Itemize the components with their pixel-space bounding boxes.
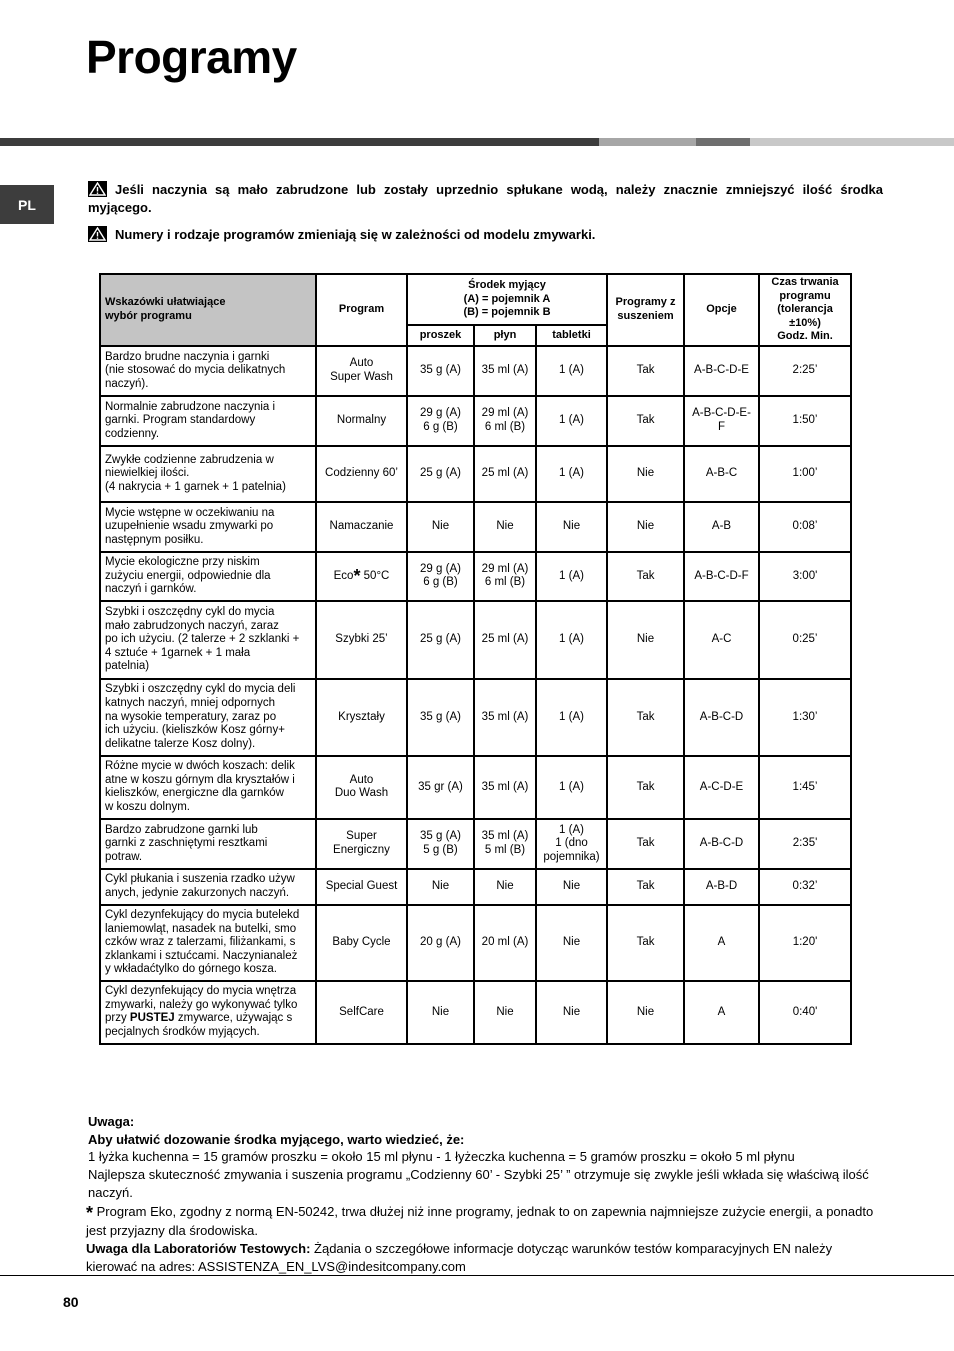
note-dosing-heading: Aby ułatwić dozowanie środka myjącego, warto wiedzieć, że:: [88, 1132, 465, 1147]
row-time: 1:50’: [759, 396, 851, 446]
row-tablets: 1 (A): [536, 679, 607, 756]
row-program: Codzienny 60’: [316, 446, 407, 502]
row-powder: Nie: [407, 869, 474, 905]
warning-1: [88, 181, 883, 217]
row-description: Różne mycie w dwóch koszach: delik atne w koszu górnym dla kryształów i kieliszków, energiczne dla garnków w koszu dolnym.: [100, 756, 316, 819]
row-drying: Tak: [607, 346, 684, 396]
row-options: A-B-C: [684, 446, 759, 502]
row-powder: 35 g (A): [407, 346, 474, 396]
table-row: [100, 679, 851, 756]
row-options: A-C: [684, 601, 759, 679]
row-drying: Nie: [607, 502, 684, 552]
row-liquid: Nie: [474, 869, 536, 905]
row-time: 3:00': [759, 552, 851, 601]
row-liquid: 25 ml (A): [474, 601, 536, 679]
row-tablets: 1 (A): [536, 756, 607, 819]
language-tab: PL: [0, 185, 54, 224]
row-description: Mycie ekologiczne przy niskim zużyciu energii, odpowiednie dla naczyń i garnków.: [100, 552, 316, 601]
note-spoon-conversion: 1 łyżka kuchenna = 15 gramów proszku = około 15 ml płynu - 1 łyżeczka kuchenna = 5 gramów proszku = około 5 ml płynu: [88, 1149, 795, 1164]
row-options: A-B-C-D: [684, 819, 759, 869]
table-row: [100, 905, 851, 981]
row-powder: 29 g (A) 6 g (B): [407, 552, 474, 601]
header-duration: Czas trwania programu (tolerancja ±10%) Godz. Min.: [759, 274, 851, 346]
row-time: 1:20': [759, 905, 851, 981]
header-program: Program: [316, 274, 407, 346]
table-row: [100, 346, 851, 396]
row-powder: 29 g (A) 6 g (B): [407, 396, 474, 446]
row-description: Bardzo brudne naczynia i garnki (nie stosować do mycia delikatnych naczyń).: [100, 346, 316, 396]
row-description: Szybki i oszczędny cykl do mycia deli katnych naczyń, mniej odpornych na wysokie temperatury, zaraz po ich użyciu. (kieliszków Kosz górny+ delikatne talerze Kosz dolny).: [100, 679, 316, 756]
row-liquid: 35 ml (A): [474, 756, 536, 819]
row-options: A-B-C-D-E: [684, 346, 759, 396]
row-description: Bardzo zabrudzone garnki lub garnki z zaschniętymi resztkami potraw.: [100, 819, 316, 869]
row-time: 1:00’: [759, 446, 851, 502]
selfcare-desc-start: Cykl dezynfekujący do mycia wnętrza zmywarki, należy go wykonywać tylko przy: [105, 985, 298, 1025]
table-row: [100, 446, 851, 502]
header-drying: Programy z suszeniem: [607, 274, 684, 346]
row-description: Zwykłe codzienne zabrudzenia w niewielkiej ilości. (4 nakrycia + 1 garnek + 1 patelnia): [100, 446, 316, 502]
note-labs-label: Uwaga dla Laboratoriów Testowych:: [86, 1241, 311, 1256]
row-tablets: Nie: [536, 502, 607, 552]
note-asterisk: *: [86, 1203, 94, 1223]
header-bar-dark: [0, 138, 599, 146]
row-liquid: 35 ml (A) 5 ml (B): [474, 819, 536, 869]
row-drying: Tak: [607, 819, 684, 869]
eco-program-temp: 50°C: [360, 569, 390, 582]
row-program: Baby Cycle: [316, 905, 407, 981]
selfcare-desc-emphasis: PUSTEJ: [129, 1012, 175, 1025]
row-liquid: Nie: [474, 502, 536, 552]
table-row: [100, 502, 851, 552]
row-tablets: Nie: [536, 869, 607, 905]
footer-rule: [0, 1275, 954, 1276]
eco-program-name: Eco: [333, 569, 354, 582]
row-time: 2:25’: [759, 346, 851, 396]
row-liquid: 35 ml (A): [474, 346, 536, 396]
table-row: [100, 601, 851, 679]
header-hint: Wskazówki ułatwiające wybór programu: [100, 274, 316, 346]
row-time: 0:40': [759, 981, 851, 1044]
table-row: [100, 756, 851, 819]
header-powder: proszek: [407, 325, 474, 346]
row-liquid: 25 ml (A): [474, 446, 536, 502]
row-tablets: 1 (A): [536, 346, 607, 396]
row-tablets: 1 (A): [536, 446, 607, 502]
header-tablets: tabletki: [536, 325, 607, 346]
row-program: Auto Super Wash: [316, 346, 407, 396]
page-number: 80: [63, 1294, 79, 1310]
row-drying: Tak: [607, 869, 684, 905]
row-time: 0:25’: [759, 601, 851, 679]
row-powder: 20 g (A): [407, 905, 474, 981]
row-drying: Nie: [607, 601, 684, 679]
note-testing-labs: [86, 1240, 886, 1276]
eco-asterisk: *: [353, 565, 361, 586]
row-time: 0:32’: [759, 869, 851, 905]
row-options: A-B-D: [684, 869, 759, 905]
table-row: [100, 981, 851, 1044]
row-powder: 25 g (A): [407, 446, 474, 502]
note-heading: Uwaga:: [88, 1114, 135, 1129]
warning-icon: [88, 226, 107, 242]
row-tablets: 1 (A): [536, 601, 607, 679]
page-title: Programy: [86, 31, 297, 83]
header-options: Opcje: [684, 274, 759, 346]
table-row: [100, 396, 851, 446]
row-description: Cykl dezynfekujący do mycia butelekd laniemowląt, nasadek na butelki, smo czków wraz z talerzami, filiżankami, s zklankami i sztućcami. Naczynianależ y wkładaćtylko do górnego kosza.: [100, 905, 316, 981]
warning-2-text: Numery i rodzaje programów zmieniają się w zależności od modelu zmywarki.: [115, 227, 596, 242]
warning-2: [88, 226, 883, 244]
row-liquid: 29 ml (A) 6 ml (B): [474, 552, 536, 601]
header-bar-light: [599, 138, 696, 146]
table-row: [100, 819, 851, 869]
row-program: Namaczanie: [316, 502, 407, 552]
row-powder: Nie: [407, 981, 474, 1044]
note-eco: [86, 1203, 896, 1240]
row-options: A: [684, 905, 759, 981]
table-row: [100, 869, 851, 905]
header-bar-pale: [750, 138, 954, 146]
row-powder: 35 gr (A): [407, 756, 474, 819]
header-detergent: Środek myjący (A) = pojemnik A (B) = pojemnik B: [407, 274, 607, 325]
row-program: Special Guest: [316, 869, 407, 905]
row-liquid: 35 ml (A): [474, 679, 536, 756]
row-options: A-B-C-D-F: [684, 552, 759, 601]
row-time: 0:08’: [759, 502, 851, 552]
row-liquid: 20 ml (A): [474, 905, 536, 981]
row-liquid: Nie: [474, 981, 536, 1044]
row-time: 1:30’: [759, 679, 851, 756]
row-powder: 35 g (A) 5 g (B): [407, 819, 474, 869]
header-bar-mid: [696, 138, 750, 146]
row-drying: Tak: [607, 905, 684, 981]
row-drying: Tak: [607, 756, 684, 819]
row-description: Szybki i oszczędny cykl do mycia mało zabrudzonych naczyń, zaraz po ich użyciu. (2 talerze + 2 szklanki + 4 sztuće + 1garnek + 1 mała patelnia): [100, 601, 316, 679]
programs-table: [99, 273, 852, 1045]
row-description: Cykl płukania i suszenia rzadko używ anych, jedynie zakurzonych naczyń.: [100, 869, 316, 905]
note-eco-text: Program Eko, zgodny z normą EN-50242, trwa dłużej niż inne programy, jednak to on zapewnia najmniejsze zużycie energii, a ponadto jest przyjazny dla środowiska.: [86, 1204, 874, 1238]
warning-icon: [88, 181, 107, 197]
warning-1-text: Jeśli naczynia są mało zabrudzone lub zostały uprzednio spłukane wodą, należy znacznie zmniejszyć ilość środka myjącego.: [88, 182, 883, 215]
row-drying: Tak: [607, 679, 684, 756]
header-liquid: płyn: [474, 325, 536, 346]
row-tablets: 1 (A): [536, 552, 607, 601]
row-powder: 35 g (A): [407, 679, 474, 756]
row-description: [100, 981, 316, 1044]
row-drying: Nie: [607, 981, 684, 1044]
row-program: [316, 552, 407, 601]
row-program: SelfCare: [316, 981, 407, 1044]
row-powder: 25 g (A): [407, 601, 474, 679]
row-program: Kryształy: [316, 679, 407, 756]
row-options: A-B: [684, 502, 759, 552]
note-labs-text: Żądania o szczegółowe informacje dotycząc warunków testów komparacyjnych EN należy kierować na adres: ASSISTENZA_EN_LVS@indesitcompany.com: [86, 1241, 833, 1274]
row-tablets: Nie: [536, 905, 607, 981]
row-time: 1:45’: [759, 756, 851, 819]
row-tablets: 1 (A): [536, 396, 607, 446]
row-drying: Tak: [607, 552, 684, 601]
table-row: [100, 552, 851, 601]
row-description: Normalnie zabrudzone naczynia i garnki. Program standardowy codzienny.: [100, 396, 316, 446]
note-best-results: Najlepsza skuteczność zmywania i suszenia programu „Codzienny 60’ - Szybki 25’ ” otrzymuje się zwykle jeśli wkłada się właściwą ilość naczyń.: [88, 1167, 869, 1200]
row-drying: Tak: [607, 396, 684, 446]
row-program: Auto Duo Wash: [316, 756, 407, 819]
row-program: Super Energiczny: [316, 819, 407, 869]
row-options: A-C-D-E: [684, 756, 759, 819]
selfcare-desc-end: zmywarce, używając s pecjalnych środków myjących.: [105, 1012, 293, 1039]
row-time: 2:35': [759, 819, 851, 869]
row-options: A: [684, 981, 759, 1044]
row-options: A-B-C-D: [684, 679, 759, 756]
row-liquid: 29 ml (A) 6 ml (B): [474, 396, 536, 446]
row-tablets: 1 (A) 1 (dno pojemnika): [536, 819, 607, 869]
row-program: Normalny: [316, 396, 407, 446]
row-powder: Nie: [407, 502, 474, 552]
row-program: Szybki 25’: [316, 601, 407, 679]
row-description: Mycie wstępne w oczekiwaniu na uzupełnienie wsadu zmywarki po następnym posiłku.: [100, 502, 316, 552]
row-tablets: Nie: [536, 981, 607, 1044]
row-drying: Nie: [607, 446, 684, 502]
row-options: A-B-C-D-E- F: [684, 396, 759, 446]
